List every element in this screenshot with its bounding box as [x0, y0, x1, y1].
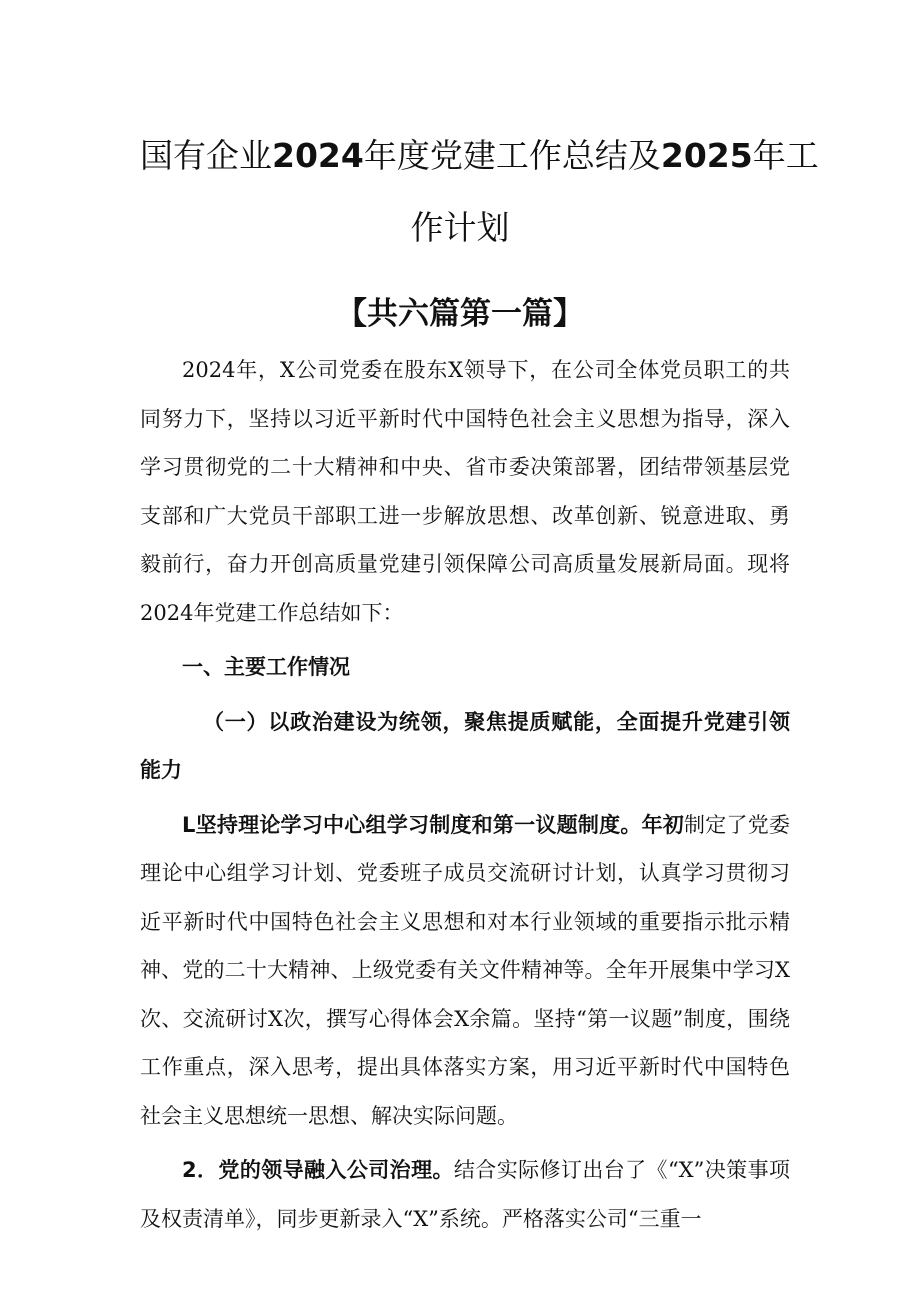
- item-2-text: 结合实际修订出台了《“X”决策事项及权责清单》，同步更新录入“X”系统。严格落实公司“三重一: [140, 1158, 790, 1231]
- title-text-c: 年工: [752, 136, 819, 175]
- item-2-paragraph: [140, 1146, 790, 1243]
- subsection-heading: （一）以政治建设为统领，聚焦提质赋能，全面提升党建引领能力: [140, 709, 790, 782]
- document-subtitle: 【共六篇第一篇】: [336, 296, 584, 332]
- title-year-2025: 2025: [660, 136, 753, 175]
- item-1-text: 制定了党委理论中心组学习计划、党委班子成员交流研讨计划，认真学习贯彻习近平新时代中国特色社会主义思想和对本行业领域的重要指示批示精神、党的二十大精神、上级党委有关文件精神等。全年开展集中学习X次、交流研讨X次，撰写心得体会X余篇。坚持“第一议题”制度，围绕工作重点，深入思考，提出具体落实方案，用习近平新时代中国特色社会主义思想统一思想、解决实际问题。: [140, 812, 790, 1128]
- title-year-2024: 2024: [272, 136, 364, 175]
- document-title-line-2: 作计划: [410, 208, 510, 247]
- intro-paragraph: 2024年，X公司党委在股东X领导下，在公司全体党员职工的共同努力下，坚持以习近平新时代中国特色社会主义思想为指导，深入学习贯彻党的二十大精神和中央、省市委决策部署，团结带领基层党支部和广大党员干部职工进一步解放思想、改革创新、锐意进取、勇毅前行，奋力开创高质量党建引领保障公司高质量发展新局面。现将2024年党建工作总结如下：: [140, 358, 790, 625]
- item-1-paragraph: [140, 801, 790, 1141]
- item-1-lead: L坚持理论学习中心组学习制度和第一议题制度。年初: [182, 812, 685, 837]
- document-title-line-1: [140, 136, 819, 176]
- title-text-a: 国有企业: [140, 136, 272, 175]
- item-2-lead: 2．党的领导融入公司治理。: [182, 1158, 454, 1182]
- section-heading: 一、主要工作情况: [182, 655, 350, 679]
- document-body: [140, 346, 790, 1243]
- title-text-b: 年度党建工作总结及: [363, 136, 661, 175]
